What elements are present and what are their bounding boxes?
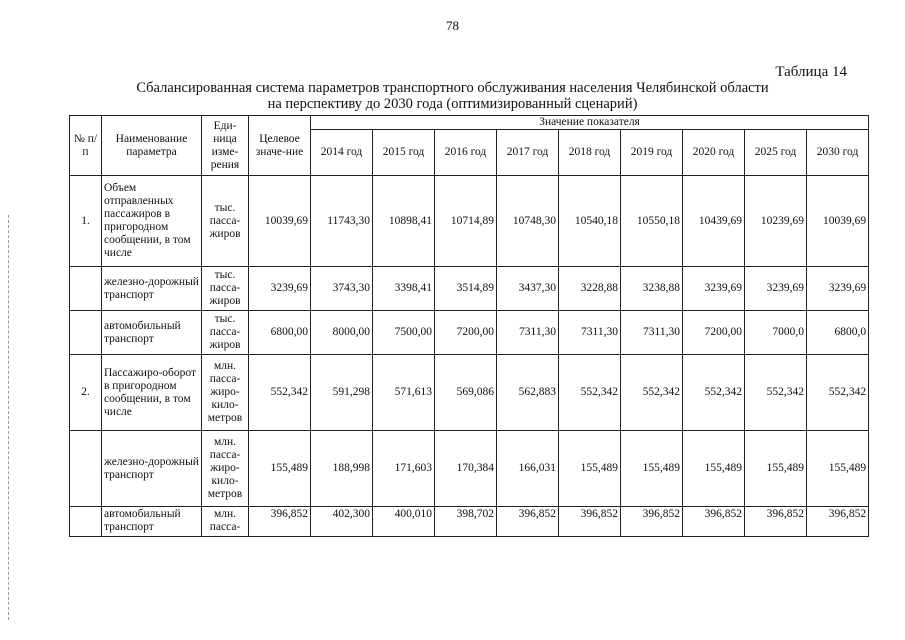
- year-value: 10898,41: [388, 214, 432, 227]
- header-indicator-values: Значение показателя: [311, 116, 869, 130]
- year-value: 10039,69: [822, 214, 867, 227]
- year-value-cell: [807, 311, 869, 355]
- target-value: 6800,00: [270, 326, 308, 338]
- year-value: 552,342: [828, 386, 867, 398]
- year-value: 10550,18: [636, 214, 680, 227]
- year-value: 7500,00: [394, 326, 432, 338]
- year-value: 10439,69: [698, 214, 742, 227]
- year-value-cell: [373, 311, 435, 355]
- header-target: Целевое значе-ние: [249, 116, 311, 176]
- transport-parameters-table: [69, 115, 869, 537]
- table-row: [70, 267, 869, 311]
- unit-of-measure-cell: [202, 267, 249, 311]
- year-value-cell: [807, 431, 869, 507]
- year-value-cell: [497, 267, 559, 311]
- row-number-cell: [70, 355, 102, 431]
- year-value-cell: [373, 267, 435, 311]
- year-value-cell: [745, 431, 807, 507]
- year-value-cell: [807, 355, 869, 431]
- parameter-name: железно-дорожный транспорт: [104, 455, 199, 481]
- year-value: 7200,00: [456, 326, 494, 338]
- year-value: 398,702: [456, 507, 494, 520]
- year-value: 396,852: [704, 507, 742, 520]
- table-title-line-1: Сбалансированная система параметров транспортного обслуживания населения Челябинской области: [136, 80, 769, 96]
- year-value: 396,852: [518, 507, 556, 520]
- header-name: Наименование параметра: [102, 116, 202, 176]
- year-value-cell: [497, 176, 559, 267]
- year-value-cell: [435, 507, 497, 537]
- row-number-cell: [70, 507, 102, 537]
- year-value: 569,086: [456, 386, 494, 398]
- parameter-name: Объем отправленных пассажиров в пригородном сообщении, в том числе: [104, 182, 191, 259]
- unit-of-measure-cell: [202, 507, 249, 537]
- header-year: 2016 год: [435, 130, 497, 176]
- year-value-cell: [311, 431, 373, 507]
- parameter-name: железно-дорожный транспорт: [104, 275, 199, 301]
- year-value-cell: [373, 431, 435, 507]
- year-value-cell: [559, 355, 621, 431]
- parameter-name-cell: [102, 431, 202, 507]
- target-value: 552,342: [270, 386, 308, 398]
- year-value-cell: [621, 507, 683, 537]
- year-value: 3398,41: [394, 282, 432, 294]
- table-row: [70, 176, 869, 267]
- year-value-cell: [497, 355, 559, 431]
- year-value-cell: [621, 311, 683, 355]
- parameter-name: автомобильный транспорт: [104, 319, 181, 345]
- target-value: 396,852: [270, 507, 308, 520]
- table-row: [70, 507, 869, 537]
- year-value: 170,384: [456, 462, 494, 474]
- year-value: 3514,89: [456, 282, 494, 294]
- header-year: 2015 год: [373, 130, 435, 176]
- year-value: 3228,88: [580, 282, 618, 294]
- year-value-cell: [807, 267, 869, 311]
- unit-of-measure-cell: [202, 176, 249, 267]
- unit-of-measure: млн. пасса-жиро-кило-метров: [207, 360, 243, 424]
- row-number-cell: [70, 267, 102, 311]
- unit-of-measure-cell: [202, 355, 249, 431]
- year-value: 11743,30: [327, 214, 370, 227]
- year-value: 155,489: [828, 462, 867, 474]
- target-value-cell: [249, 267, 311, 311]
- year-value: 591,298: [332, 386, 370, 398]
- year-value: 188,998: [332, 462, 370, 474]
- header-year: 2014 год: [311, 130, 373, 176]
- year-value-cell: [807, 176, 869, 267]
- year-value: 6800,0: [834, 326, 867, 338]
- target-value-cell: [249, 311, 311, 355]
- year-value-cell: [745, 267, 807, 311]
- year-value: 402,300: [332, 507, 370, 520]
- year-value-cell: [745, 311, 807, 355]
- year-value: 3437,30: [518, 282, 556, 294]
- year-value: 3239,69: [828, 282, 867, 294]
- table-row: [70, 311, 869, 355]
- target-value-cell: [249, 176, 311, 267]
- year-value: 155,489: [580, 462, 618, 474]
- row-number-cell: [70, 311, 102, 355]
- header-year: 2030 год: [807, 130, 869, 176]
- parameter-name-cell: [102, 507, 202, 537]
- year-value: 155,489: [704, 462, 742, 474]
- year-value-cell: [497, 311, 559, 355]
- year-value-cell: [373, 507, 435, 537]
- parameter-name-cell: [102, 355, 202, 431]
- year-value-cell: [435, 311, 497, 355]
- year-value-cell: [683, 267, 745, 311]
- unit-of-measure: млн. пасса-жиро-кило-метров: [207, 436, 243, 500]
- parameter-name-cell: [102, 176, 202, 267]
- year-value-cell: [683, 311, 745, 355]
- table-label: Таблица 14: [775, 64, 847, 80]
- year-value: 3743,30: [332, 282, 370, 294]
- year-value-cell: [435, 431, 497, 507]
- table-row: [70, 431, 869, 507]
- year-value-cell: [435, 267, 497, 311]
- unit-of-measure-cell: [202, 431, 249, 507]
- year-value-cell: [311, 507, 373, 537]
- year-value: 7000,0: [772, 326, 804, 338]
- year-value-cell: [683, 507, 745, 537]
- header-year: 2017 год: [497, 130, 559, 176]
- unit-of-measure: млн. пасса-: [209, 507, 241, 533]
- target-value: 155,489: [270, 462, 308, 474]
- year-value: 7311,30: [581, 326, 618, 338]
- page-number: 78: [446, 18, 459, 33]
- year-value-cell: [745, 507, 807, 537]
- year-value: 155,489: [642, 462, 680, 474]
- year-value-cell: [435, 355, 497, 431]
- parameter-name: автомобильный транспорт: [104, 507, 181, 533]
- year-value: 10714,89: [450, 214, 494, 227]
- year-value-cell: [559, 431, 621, 507]
- year-value: 7311,30: [519, 326, 556, 338]
- year-value-cell: [559, 507, 621, 537]
- year-value-cell: [311, 355, 373, 431]
- unit-of-measure: тыс. пасса-жиров: [209, 313, 241, 351]
- year-value-cell: [621, 176, 683, 267]
- year-value: 562,883: [518, 386, 556, 398]
- row-number: 1.: [81, 214, 90, 227]
- unit-of-measure-cell: [202, 311, 249, 355]
- header-year: 2020 год: [683, 130, 745, 176]
- year-value: 10748,30: [512, 214, 556, 227]
- year-value: 3239,69: [766, 282, 804, 294]
- target-value-cell: [249, 507, 311, 537]
- year-value-cell: [745, 355, 807, 431]
- year-value-cell: [311, 267, 373, 311]
- unit-of-measure: тыс. пасса-жиров: [209, 201, 241, 240]
- year-value: 552,342: [766, 386, 804, 398]
- year-value: 396,852: [642, 507, 680, 520]
- year-value: 8000,00: [332, 326, 370, 338]
- header-unit: Еди-ница изме-рения: [202, 116, 249, 176]
- year-value: 7200,00: [704, 326, 742, 338]
- year-value-cell: [435, 176, 497, 267]
- target-value-cell: [249, 355, 311, 431]
- row-number-cell: [70, 176, 102, 267]
- year-value-cell: [621, 267, 683, 311]
- table-row: [70, 355, 869, 431]
- year-value-cell: [559, 267, 621, 311]
- year-value-cell: [311, 176, 373, 267]
- year-value: 396,852: [766, 507, 804, 520]
- parameter-name: Пассажиро-оборот в пригородном сообщении, в том числе: [104, 366, 197, 418]
- year-value: 396,852: [580, 507, 618, 520]
- target-value: 10039,69: [264, 214, 308, 227]
- year-value: 552,342: [642, 386, 680, 398]
- header-num: № п/п: [70, 116, 102, 176]
- year-value-cell: [683, 355, 745, 431]
- year-value: 552,342: [704, 386, 742, 398]
- year-value-cell: [745, 176, 807, 267]
- year-value: 3239,69: [704, 282, 742, 294]
- year-value-cell: [683, 176, 745, 267]
- year-value-cell: [559, 176, 621, 267]
- year-value-cell: [311, 311, 373, 355]
- year-value-cell: [621, 355, 683, 431]
- year-value-cell: [373, 355, 435, 431]
- year-value: 552,342: [580, 386, 618, 398]
- unit-of-measure: тыс. пасса-жиров: [209, 269, 241, 307]
- row-number-cell: [70, 431, 102, 507]
- year-value-cell: [497, 507, 559, 537]
- year-value-cell: [683, 431, 745, 507]
- year-value: 166,031: [518, 462, 556, 474]
- target-value: 3239,69: [270, 282, 308, 294]
- row-number: 2.: [81, 386, 90, 398]
- year-value-cell: [373, 176, 435, 267]
- year-value: 10239,69: [760, 214, 804, 227]
- header-year: 2018 год: [559, 130, 621, 176]
- year-value-cell: [807, 507, 869, 537]
- parameter-name-cell: [102, 267, 202, 311]
- year-value: 400,010: [394, 507, 432, 520]
- header-year: 2025 год: [745, 130, 807, 176]
- table-title: [0, 80, 905, 112]
- table-title-line-2: на перспективу до 2030 года (оптимизированный сценарий): [267, 96, 638, 112]
- header-year: 2019 год: [621, 130, 683, 176]
- year-value-cell: [621, 431, 683, 507]
- parameter-name-cell: [102, 311, 202, 355]
- year-value-cell: [497, 431, 559, 507]
- year-value: 7311,30: [643, 326, 680, 338]
- year-value: 155,489: [766, 462, 804, 474]
- year-value: 571,613: [394, 386, 432, 398]
- year-value: 171,603: [394, 462, 432, 474]
- year-value: 10540,18: [574, 214, 618, 227]
- target-value-cell: [249, 431, 311, 507]
- row-number: [72, 508, 99, 536]
- year-value-cell: [559, 311, 621, 355]
- year-value: 3238,88: [642, 282, 680, 294]
- margin-scan-line: [8, 215, 9, 620]
- year-value: 396,852: [828, 507, 867, 520]
